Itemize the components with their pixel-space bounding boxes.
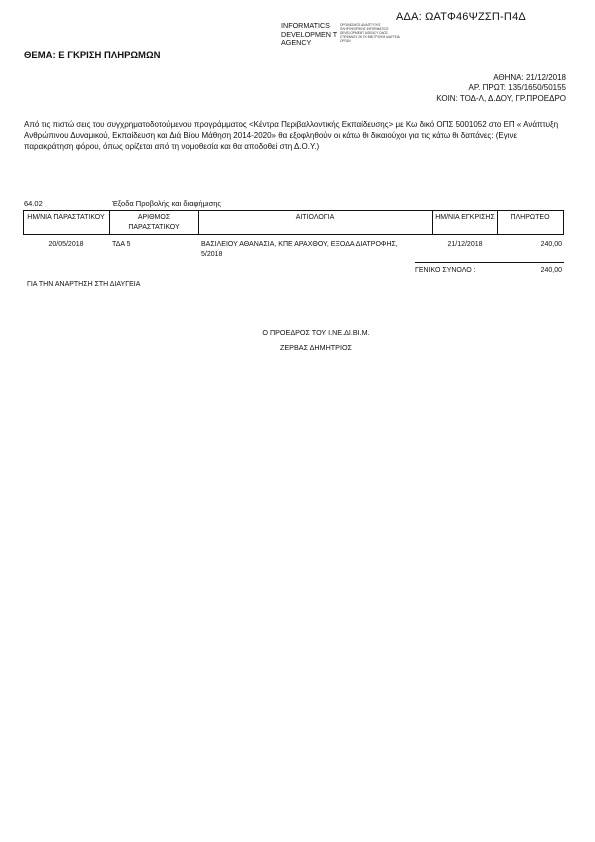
table-header-border [23,234,564,235]
account-name: Έξοδα Προβολής και διαφήμισης [112,199,221,208]
table-divider [497,210,498,234]
document-subject: ΘΕΜΑ: Ε ΓΚΡΙΣΗ ΠΛΗΡΩΜΩΝ [24,50,161,61]
agency-logo [281,22,401,50]
table-divider [432,210,433,234]
logo-fine-print: ΟΡΓΑΝΙΣΜΟΣ ΑΝΑΠΤΥΞΗΣ ΠΛΗΡΟΦΟΡΙΚΗΣ INFORMATICS DEVELOPMENT AGENCY ΟΔΟΣ ΣΤΕΦΑΝΟΥ 26 ΤΚ ΒΙΒ ΓΡ.ΘΥΜ ΔΙΑΥΓΕΙΑ ΟΡΓΑΝ [340,23,400,44]
signatory-title: Ο ΠΡΟΕΔΡΟΣ ΤΟΥ Ι.ΝΕ.ΔΙ.ΒΙ.Μ. [262,328,370,337]
meta-protocol: ΑΡ. ΠΡΩΤ: 135/1650/50155 [468,83,566,93]
header-amount: ΠΛΗΡΩΤΕΟ [510,214,550,221]
cell-num-doc: ΤΔΑ 5 [112,241,131,248]
signatory-name: ΖΕΡΒΑΣ ΔΗΜΗΤΡΙΟΣ [280,343,352,352]
total-separator [415,262,564,263]
table-divider [109,210,110,234]
total-value: 240,00 [540,267,562,274]
ada-code: ΑΔΑ: ΩΑΤΦ46ΨΖΣΠ-Π4Δ [396,11,526,23]
total-label: ΓΕΝΙΚΟ ΣΥΝΟΛΟ : [415,267,476,274]
header-num-doc: ΑΡΙΘΜΟΣ ΠΑΡΑΣΤΑΤΙΚΟΥ [128,214,180,231]
logo-text: INFORMATICS DEVELOPMEN T AGENCY [281,21,338,48]
body-paragraph: Από τις πιστώ σεις του συγχρηματοδοτούμενου προγράμματος <Κέντρα Περιβαλλοντικής Εκπαίδευσης> με Κω δικό ΟΠΣ 5001052 στο ΕΠ « Ανάπτυξη Ανθρώπινου Δυναμικού, Εκπαίδευση και Διά Βίου Μάθηση 2014-2020» θα εξοφληθούν οι κάτω θι δικαιούχοι για τις κάτω θι δαπάνες: (Εγινε παρακράτηση φόρου, όπως ορίζεται από τη νομοθεσία και θα αποδοθεί στη Δ.Ο.Υ.) [24,120,559,151]
document-meta [376,73,566,104]
header-reason: ΑΙΤΙΟΛΟΓΙΑ [295,214,335,221]
cell-date-doc: 20/05/2018 [48,241,84,248]
meta-recipients: ΚΟΙΝ: ΤΟΔ-Λ, Δ.ΔΟΥ, ΓΡ.ΠΡΟΕΔΡΟ [436,93,566,103]
table-top-border [23,210,564,211]
cell-amount: 240,00 [540,241,562,248]
table-divider [563,210,564,234]
table-divider [23,210,24,234]
meta-date: ΑΘΗΝΑ: 21/12/2018 [493,73,566,82]
header-date-doc: ΗΜ/ΝΙΑ ΠΑΡΑΣΤΑΤΙΚΟΥ [27,214,105,221]
account-code: 64.02 [24,199,43,208]
cell-reason: ΒΑΣΙΛΕΙΟΥ ΑΘΑΝΑΣΙΑ, ΚΠΕ ΑΡΑΧΘΟΥ, ΕΞΟΔΑ ΔΙΑΤΡΟΦΗΣ, 5/2018 [201,241,398,258]
header-date-approval: ΗΜ/ΝΙΑ ΕΓΚΡΙΣΗΣ [435,214,495,221]
table-divider [198,210,199,234]
cell-date-approval: 21/12/2018 [447,241,483,248]
posting-note: ΓΙΑ ΤΗΝ ΑΝΑΡΤΗΣΗ ΣΤΗ ΔΙΑΥΓΕΙΑ [27,281,141,288]
